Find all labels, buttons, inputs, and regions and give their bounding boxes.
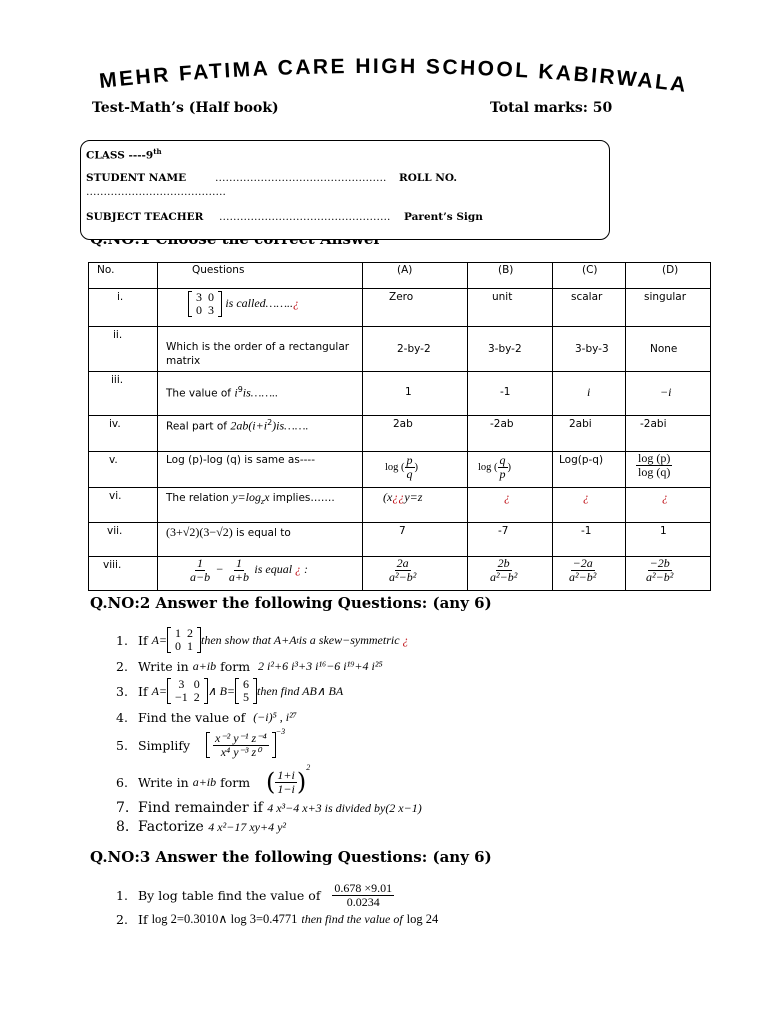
student-name-blank[interactable]: …………………………………………. [215,172,387,184]
svg-text:MEHR FATIMA CARE HIGH SCHOOL K [98,55,687,97]
q2-item-4: 4. Find the value of (−i)⁵ , i²⁷ [116,709,297,725]
total-marks: Total marks: 50 [490,100,613,116]
q2-title: Q.NO:2 Answer the following Questions: (any 6) [90,594,492,612]
header-d: (D) [662,264,679,276]
school-name-text: MEHR FATIMA CARE HIGH SCHOOL KABIRWALA [98,54,687,97]
q2-item-3: 3. If A= 3 0 −1 2 ∧ B= 6 5 then find AB∧ BA [116,676,344,704]
header-questions: Questions [192,264,245,276]
option-a: Zero [389,291,414,303]
q2-item-1: 1. If A= 1 2 0 1 then show that A+A t is a skew−symmetric ¿ [116,625,409,653]
student-info-box [80,140,610,240]
table-row [89,289,711,327]
school-title [98,54,688,98]
roll-no-label: ROLL NO. [399,172,458,184]
subject-teacher-label: SUBJECT TEACHER [86,211,204,223]
subject-teacher-blank[interactable]: …………………………………………. [219,211,391,223]
table-row: viii. $\frac{1}{a-b}$ − $\frac{1}{a+b}$ is equal ¿ : $\frac{2a}{\text{a²−b²}}$ $\frac{2b}{\text{a²−b²}}$ $\frac{-2a}{\text{a²−b²}}$ $\frac{-2b}{\text{a²−b²}}$ [89,557,711,591]
q3-item-1: 1. By log table find the value of $\frac{0.678 \times 9.01}{0.0234}$ [116,880,393,909]
header-c: (C) [582,264,598,276]
row-question: 3 0 0 3 is called……..¿ [158,289,392,317]
class-field: CLASS ----9th [86,147,162,162]
table-row: iii. The value of $i^9is\dots\dots$.. 1 -1 i −i [89,372,711,416]
parent-sign-label: Parent’s Sign [404,211,483,223]
option-c: scalar [571,291,603,303]
table-row: v. Log (p)-log (q) is same as---- log ( $\frac{p}{q}$ ) log ( $\frac{q}{p}$ ) Log(p-q) $\frac{\log (p)}{\log (q)}$ [89,452,711,488]
table-row: iv. Real part of $2ab(i+i^2)is\dots\dots$. 2ab -2ab 2abi -2abi [89,416,711,452]
student-name-label: STUDENT NAME [86,172,187,184]
roll-no-blank[interactable]: …………………………………. [86,186,226,198]
option-b: unit [492,291,513,303]
q2-item-2: 2. Write in a+ib form 2 i²+6 i³+3 i¹⁶−6 i¹⁹+4 i²⁵ [116,658,383,674]
q2-item-5: 5. Simplify $\frac{\text{x⁻² y⁻¹ z⁻⁴}}{\text{x⁴ y⁻³ z⁰}}$ $^{-3}$ [116,727,286,759]
q2-item-8: 8. Factorize 4 x²−17 xy+4 y² [116,819,286,835]
row-no: i. [117,291,124,303]
header-a: (A) [397,264,413,276]
table-row: ii. Which is the order of a rectangular matrix 2-by-2 3-by-2 3-by-3 None [89,327,711,372]
header-no: No. [97,264,115,276]
q3-title: Q.NO:3 Answer the following Questions: (any 6) [90,848,492,866]
table-row: vi. The relation $y=\log_zx$ implies……. (x¿¿y=z ¿ ¿ ¿ [89,488,711,523]
matrix-3003: 3 0 0 3 [188,291,222,317]
table-header-row [89,263,711,289]
option-d: singular [644,291,687,303]
table-row: vii. (3+√2)(3−√2) is equal to 7 -7 -1 1 [89,523,711,557]
mcq-table [88,262,711,591]
q2-item-6: 6. Write in a+ib form ( $\frac{1+i}{1-i}$ ) $^2$ [116,763,311,796]
matrix-a-q2-1: 1 2 0 1 [167,627,201,653]
header-b: (B) [498,264,514,276]
test-title: Test-Math’s (Half book) [92,100,279,116]
q2-item-7: 7. Find remainder if 4 x³−4 x+3 is divided by(2 x−1) [116,800,422,816]
q3-item-2: 2. If log 2=0.3010∧ log 3=0.4771 then find the value of log 24 [116,911,439,927]
